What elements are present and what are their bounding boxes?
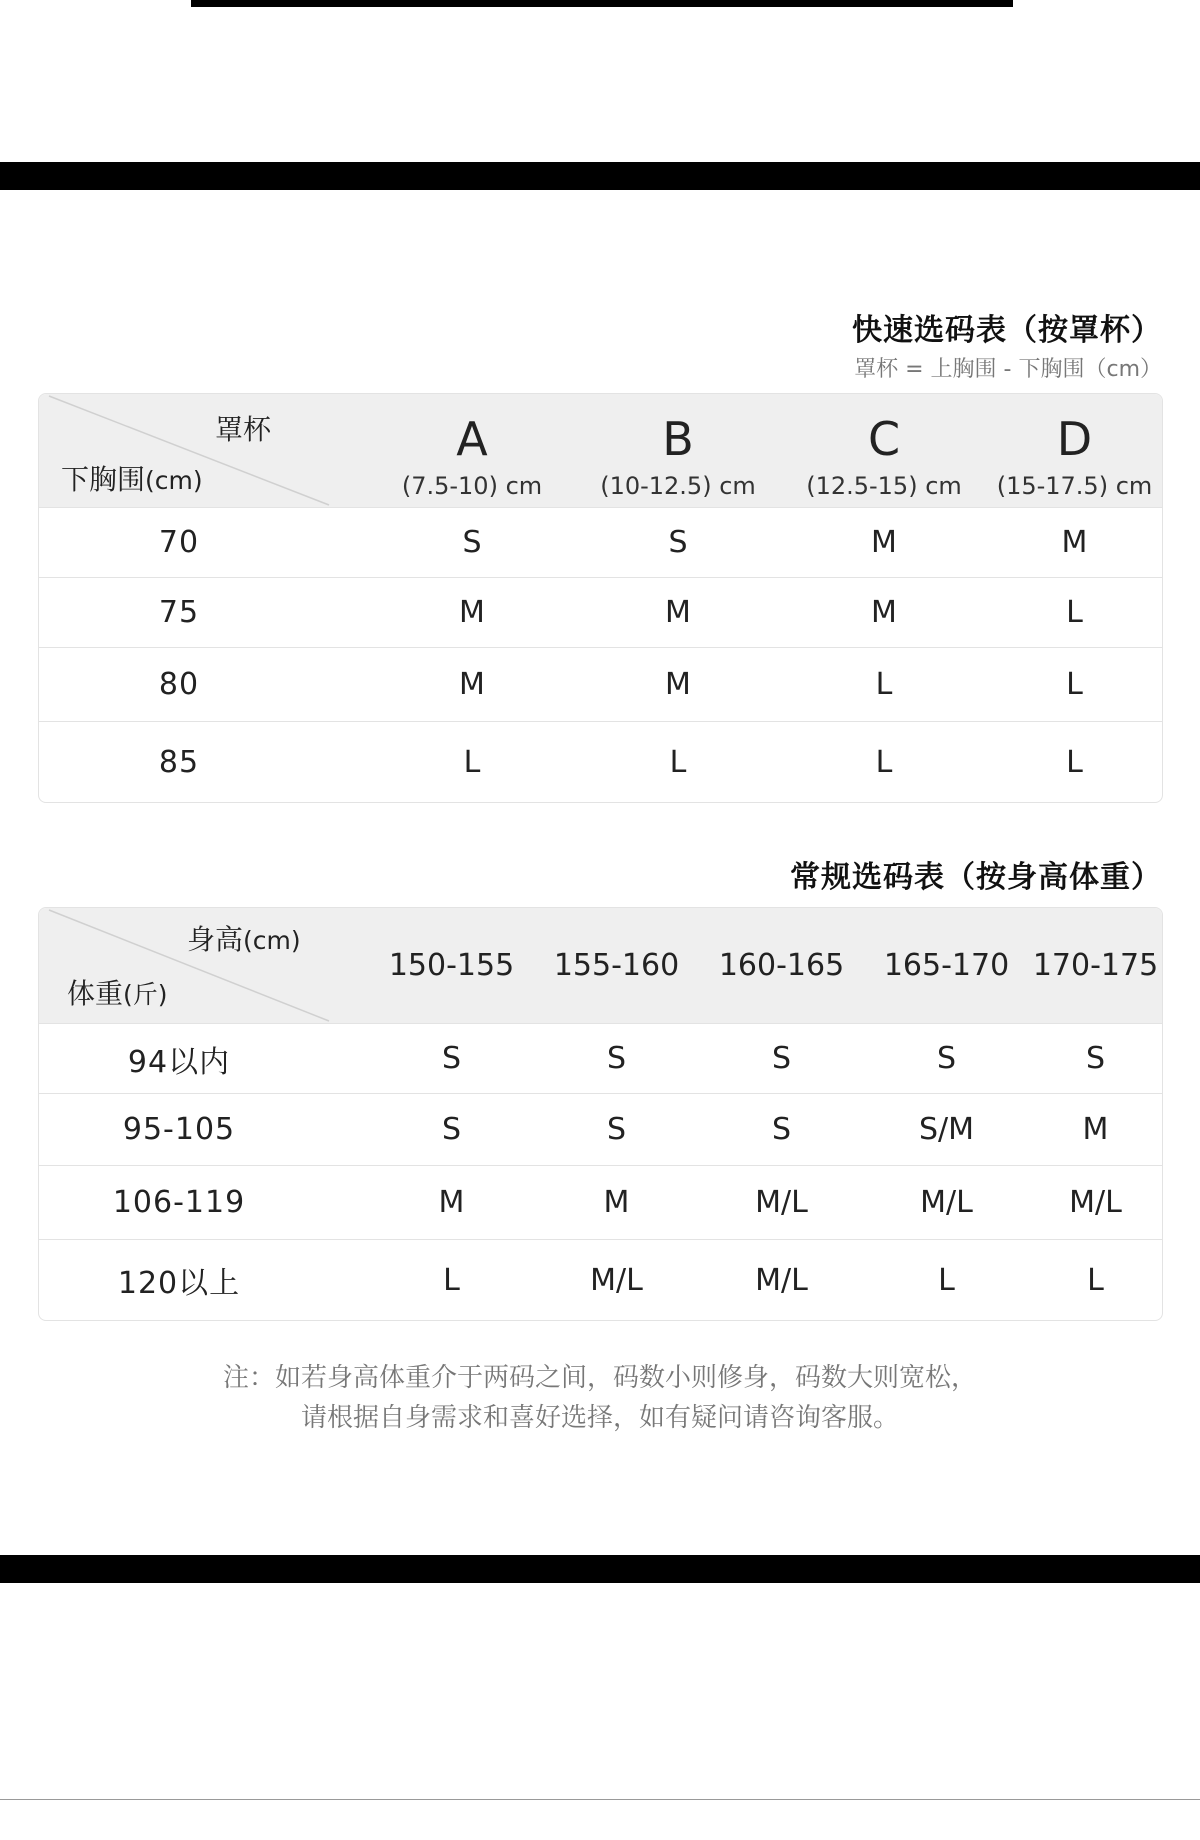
size-cell: L (938, 1262, 955, 1298)
cup-size-table-header (39, 394, 1162, 507)
size-cell: M (871, 525, 897, 560)
height-weight-table-header (39, 908, 1162, 1023)
size-note-line1: 注：如若身高体重介于两码之间，码数小则修身，码数大则宽松， (222, 1363, 977, 1393)
table-row (39, 647, 1162, 721)
row-label: 120以上 (117, 1266, 241, 1301)
row-label: 70 (158, 525, 200, 560)
header-col-a (369, 412, 575, 500)
header-col-b (575, 412, 781, 500)
height-text: 身高 (187, 923, 244, 956)
header-height-col: 150-155 (388, 948, 515, 983)
table1-subtitle: 罩杯 = 上胸围 - 下胸围（cm） (854, 357, 1162, 382)
header-col-d (987, 412, 1162, 500)
underbust-text: 下胸围 (61, 463, 146, 496)
size-cell: M (459, 595, 485, 630)
size-cell: L (1066, 667, 1083, 702)
table-row (39, 1165, 1162, 1239)
size-cell: M/L (920, 1185, 973, 1220)
cup-letter: A (456, 412, 488, 466)
cup-range: (15-17.5) cm (996, 472, 1153, 500)
header-height-col: 165-170 (883, 948, 1010, 983)
size-cell: L (443, 1262, 460, 1298)
table-row (39, 577, 1162, 647)
size-cell: L (463, 744, 481, 780)
header-cup-label: 罩杯 (215, 413, 272, 446)
header-height-col: 155-160 (553, 948, 680, 983)
size-cell: L (875, 744, 893, 780)
size-cell: M/L (755, 1262, 808, 1298)
bottom-thin-line (0, 1799, 1200, 1800)
cup-range: (7.5-10) cm (401, 472, 543, 500)
height-weight-table (38, 907, 1163, 1321)
header-height-col: 170-175 (1032, 948, 1159, 983)
size-cell: S (668, 525, 688, 560)
row-label: 80 (158, 667, 200, 702)
weight-text: 体重 (67, 977, 124, 1010)
size-cell: M (1061, 525, 1088, 560)
header-height-col: 160-165 (718, 948, 845, 983)
size-cell: M (603, 1185, 630, 1220)
cup-letter: D (1056, 412, 1093, 466)
header-underbust-label (61, 458, 203, 498)
size-cell: L (669, 744, 687, 780)
height-unit: (cm) (243, 926, 301, 955)
underbust-unit: (cm) (145, 466, 203, 495)
table-row (39, 721, 1162, 802)
size-cell: L (1066, 744, 1083, 780)
size-cell: S (441, 1112, 462, 1147)
size-cell: S (462, 525, 482, 560)
cup-range: (10-12.5) cm (600, 472, 756, 500)
table1-title: 快速选码表（按罩杯） (852, 313, 1162, 348)
row-label: 94以内 (127, 1044, 231, 1080)
table-row (39, 1023, 1162, 1093)
cup-letter: B (662, 412, 694, 466)
size-cell: M/L (590, 1262, 643, 1298)
size-cell: S (1085, 1041, 1106, 1076)
size-cell: L (1087, 1262, 1104, 1298)
size-cell: S/M (918, 1112, 975, 1147)
size-cell: S (936, 1041, 957, 1076)
header-col-c (781, 412, 987, 500)
size-cell: L (875, 667, 893, 702)
size-cell: S (771, 1041, 792, 1076)
table-row (39, 1239, 1162, 1320)
size-cell: M (665, 667, 691, 702)
size-cell: M (459, 667, 485, 702)
size-cell: M (1082, 1112, 1109, 1147)
size-cell: S (441, 1041, 462, 1076)
size-cell: S (771, 1112, 792, 1147)
row-label: 75 (158, 595, 200, 630)
size-cell: M (665, 595, 691, 630)
cup-range: (12.5-15) cm (806, 472, 962, 500)
size-cell: L (1066, 595, 1083, 630)
row-label: 95-105 (122, 1112, 236, 1147)
top-divider-bar (191, 0, 1013, 7)
bottom-divider-bar (0, 1555, 1200, 1583)
section-divider-bar (0, 162, 1200, 190)
size-note-line2: 请根据自身需求和喜好选择，如有疑问请咨询客服。 (300, 1403, 899, 1433)
weight-unit: (斤) (123, 980, 168, 1009)
table-row (39, 1093, 1162, 1165)
size-cell: S (606, 1112, 627, 1147)
table-row (39, 507, 1162, 577)
row-label: 106-119 (112, 1185, 246, 1220)
size-cell: M/L (1069, 1185, 1122, 1220)
header-weight-label (67, 972, 168, 1012)
header-height-label (187, 918, 301, 958)
size-cell: S (606, 1041, 627, 1076)
table2-title: 常规选码表（按身高体重） (790, 860, 1162, 895)
cup-size-table (38, 393, 1163, 803)
size-note (0, 1358, 1200, 1438)
cup-letter: C (867, 412, 901, 466)
size-cell: M (871, 595, 897, 630)
size-cell: M (438, 1185, 465, 1220)
size-cell: M/L (755, 1185, 808, 1220)
row-label: 85 (158, 744, 200, 780)
